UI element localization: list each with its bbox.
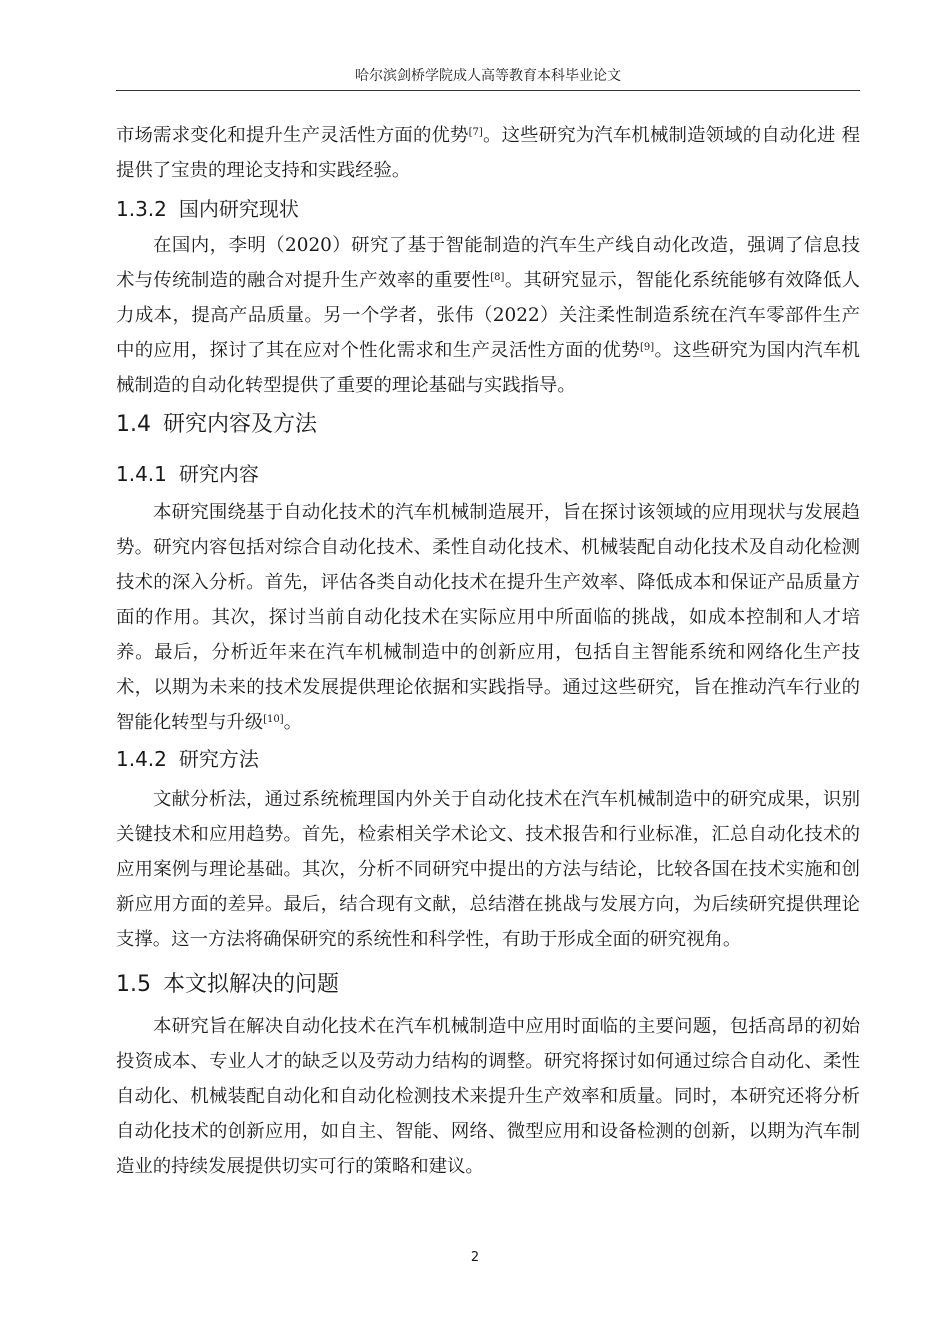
paragraph-text: 。其研究显示，智能化系统能够有效降低人力成本，提高产品质量。另一个学者，张伟（2022）关注柔性制造系统在汽车零部件生产中的应用，探讨了其在应对个性化需求和生产灵活性方面的优势: [116, 270, 860, 361]
running-header: [116, 66, 860, 91]
section-heading-1-4-2: [116, 742, 860, 776]
citation-ref: [8]: [490, 272, 505, 283]
section-heading-1-4-1: [116, 457, 860, 491]
page-number: 2: [470, 1250, 480, 1265]
section-heading-1-4: [116, 405, 860, 445]
section-number: 1.4: [116, 412, 151, 437]
paragraph-text: 市场需求变化和提升生产灵活性方面的优势: [116, 125, 469, 146]
section-heading-1-5: [116, 965, 860, 1005]
citation-ref: [10]: [263, 714, 284, 725]
paragraph-text: 本研究围绕基于自动化技术的汽车机械制造展开，旨在探讨该领域的应用现状与发展趋势。研究内容包括对综合自动化技术、柔性自动化技术、机械装配自动化技术及自动化检测技术的深入分析。首先，评估各类自动化技术在提升生产效率、降低成本和保证产品质量方面的作用。其次，探讨当前自动化技术在实际应用中所面临的挑战，如成本控制和人才培养。最后，分析近年来在汽车机械制造中的创新应用，包括自主智能系统和网络化生产技术，以期为未来的技术发展提供理论依据和实践指导。通过这些研究，旨在推动汽车行业的智能化转型与升级: [116, 502, 860, 733]
citation-ref: [9]: [639, 342, 655, 353]
section-title: 本文拟解决的问题: [163, 972, 340, 997]
section-number: 1.3.2: [116, 197, 167, 221]
section-number: 1.4.2: [116, 747, 167, 771]
paragraph-text: 。: [283, 712, 303, 733]
header-title: 哈尔滨剑桥学院成人高等教育本科毕业论文: [355, 68, 621, 84]
citation-ref: [7]: [468, 127, 483, 138]
paragraph-research-content: [116, 495, 860, 740]
paragraph-problems: 本研究旨在解决自动化技术在汽车机械制造中应用时面临的主要问题，包括高昂的初始投资成本、专业人才的缺乏以及劳动力结构的调整。研究将探讨如何通过综合自动化、柔性自动化、机械装配自动化和自动化检测技术来提升生产效率和质量。同时，本研究还将分析自动化技术的创新应用，如自主、智能、网络、微型应用和设备检测的创新，以期为汽车制造业的持续发展提供切实可行的策略和建议。: [116, 1016, 860, 1177]
paragraph-text: 。这些研究为国内汽车机械制造的自动化转型提供了重要的理论基础与实践指导。: [116, 340, 860, 396]
section-title: 国内研究现状: [178, 197, 299, 221]
section-number: 1.4.1: [116, 462, 167, 486]
page-body: [116, 118, 860, 1184]
paragraph-text: 。这些研究为汽车机械制造领域的自动化进 程提供了宝贵的理论支持和实践经验。: [116, 125, 860, 181]
section-title: 研究内容: [178, 462, 259, 486]
section-title: 研究内容及方法: [163, 412, 318, 437]
paragraph-research-method: 文献分析法，通过系统梳理国内外关于自动化技术在汽车机械制造中的研究成果，识别关键技术和应用趋势。首先，检索相关学术论文、技术报告和行业标准，汇总自动化技术的应用案例与理论基础。其次，分析不同研究中提出的方法与结论，比较各国在技术实施和创新应用方面的差异。最后，结合现有文献，总结潜在挑战与发展方向，为后续研究提供理论支撑。这一方法将确保研究的系统性和科学性，有助于形成全面的研究视角。: [116, 789, 860, 950]
paragraph-domestic-research: [116, 228, 860, 403]
section-number: 1.5: [116, 972, 151, 997]
section-heading-1-3-2: [116, 192, 860, 226]
section-title: 研究方法: [178, 747, 259, 771]
paragraph-text: 在国内，李明（2020）研究了基于智能制造的汽车生产线自动化改造，强调了信息技术与传统制造的融合对提升生产效率的重要性: [116, 235, 860, 291]
paragraph-continuation: [116, 118, 860, 188]
